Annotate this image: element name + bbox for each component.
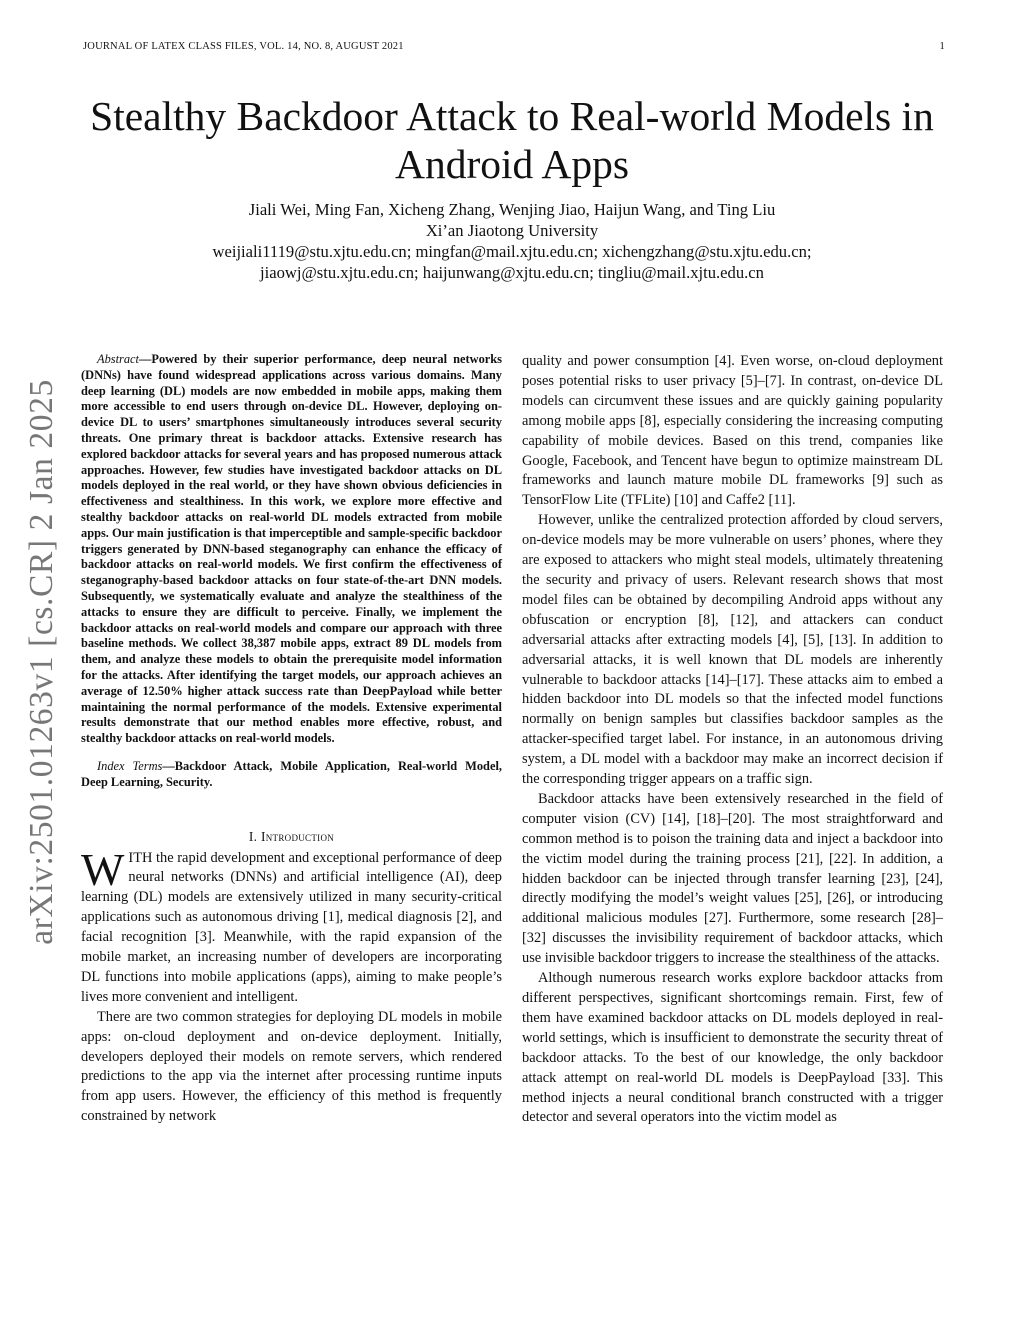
page-number: 1: [939, 41, 945, 52]
index-terms: [81, 759, 502, 791]
emails-line-2: jiaowj@stu.xjtu.edu.cn; haijunwang@xjtu.edu.cn; tingliu@mail.xjtu.edu.cn: [260, 263, 764, 282]
intro-paragraph-4: However, unlike the centralized protection afforded by cloud servers, on-device models may be more vulnerable on users’ phones, where they are exposed to attackers who might steal models, ultimately threatening the security and privacy of users. Relevant research shows that most model files can be obtained by decompiling Android apps without any obfuscation or encryption [8], [12], and attackers can conduct adversarial attacks after extracting models [4], [5], [13]. In addition to adversarial attacks, it is well known that DL models are inherently vulnerable to backdoor attacks [14]–[17]. These attacks aim to embed a hidden backdoor into DL models so that the infected model functions normally on benign samples but classifies backdoor samples as the attacker-specified target label. For instance, in an autonomous driving system, a DL model with a backdoor may make an incorrect decision if the corresponding trigger appears on a traffic sign.: [522, 512, 943, 788]
author-block: [60, 199, 964, 283]
journal-header: JOURNAL OF LATEX CLASS FILES, VOL. 14, NO. 8, AUGUST 2021: [83, 41, 404, 52]
affiliation: Xi’an Jiaotong University: [425, 221, 599, 240]
index-terms-text: —Backdoor Attack, Mobile Application, Real-world Model, Deep Learning, Security.: [81, 758, 502, 789]
emails-line-1: weijiali1119@stu.xjtu.edu.cn; mingfan@mail.xjtu.edu.cn; xichengzhang@stu.xjtu.edu.cn;: [212, 242, 812, 261]
section-title: Introduction: [261, 828, 335, 844]
paper-title: Stealthy Backdoor Attack to Real-world Models in Android Apps: [90, 93, 934, 187]
intro-paragraph-1-text: ITH the rapid development and exceptional performance of deep neural networks (DNNs) and artificial intelligence (AI), deep learning (DL) models are extensively utilized in many security-critical applications such as autonomous driving [1], medical diagnosis [2], and facial recognition [3]. Meanwhile, with the rapid expansion of the mobile market, an increasing number of developers are incorporating DL functions into mobile applications (apps), aiming to make people’s lives more convenient and intelligent.: [81, 849, 502, 1005]
intro-paragraph-6: Although numerous research works explore backdoor attacks from different perspectives, significant shortcomings remain. First, few of them have examined backdoor attacks on DL models deployed in real-world settings, which is insufficient to demonstrate the security threat of backdoor attacks. To the best of our knowledge, the only backdoor attack attempt on real-world DL models is DeepPayload [33]. This method injects a neural conditional branch constructed with a trigger detector and several operators into the victim model as: [522, 970, 943, 1126]
intro-paragraph-5: Backdoor attacks have been extensively researched in the field of computer vision (CV) [14], [18]–[20]. The most straightforward and common method is to poison the training data and inject a backdoor into the victim model during the training process [21], [22]. In addition, a hidden backdoor can be injected through transfer learning [23], [24], directly modifying the model’s weight values [25], [26], or introducing additional malicious modules [27]. Furthermore, some research [28]–[32] discusses the invisibility requirement of backdoor attacks, which use invisible backdoor triggers to increase the stealthiness of the attacks.: [522, 790, 943, 967]
abstract-label: Abstract: [97, 352, 139, 366]
drop-cap: W: [81, 843, 125, 895]
left-column: [81, 352, 502, 1127]
abstract-text: —Powered by their superior performance, deep neural networks (DNNs) have found widespread applications across various domains. Many deep learning (DL) models are now embedded in mobile apps, making them more accessible to end users through on-device DL. However, deploying on-device DL to users’ smartphones simultaneously introduces several security threats. One primary threat is backdoor attacks. Extensive research has explored backdoor attacks for several years and has proposed numerous attack approaches. However, few studies have investigated backdoor attacks on DL models deployed in the real world, or they have shown obvious deficiencies in effectiveness and stealthiness. In this work, we explore more effective and stealthy backdoor attacks on real-world DL models extracted from mobile apps. Our main justification is that imperceptible and sample-specific backdoor triggers generated by DNN-based steganography can enhance the efficacy of backdoor attacks on real-world models. We first confirm the effectiveness of steganography-based backdoor attacks on four state-of-the-art DNN models. Subsequently, we systematically evaluate and analyze the stealthiness of the attacks to ensure they are difficult to perceive. Finally, we implement the backdoor attacks on real-world models and compare our approach with three baseline methods. We collect 38,387 mobile apps, extract 89 DL models from them, and analyze these models to obtain the prerequisite model information for the attacks. After identifying the target models, our approach achieves an average of 12.50% higher attack success rate than DeepPayload while better maintaining the normal performance of the models. Extensive experimental results demonstrate that our method enables more effective, robust, and stealthy backdoor attacks on real-world models.: [81, 352, 502, 746]
index-terms-label: Index Terms: [97, 758, 163, 773]
arxiv-stamp: arXiv:2501.01263v1 [cs.CR] 2 Jan 2025: [23, 379, 60, 945]
abstract: [81, 352, 502, 747]
author-names: Jiali Wei, Ming Fan, Xicheng Zhang, Wenjing Jiao, Haijun Wang, and Ting Liu: [248, 200, 776, 219]
section-heading: [81, 829, 502, 845]
intro-paragraph-2: There are two common strategies for deploying DL models in mobile apps: on-cloud deployment and on-device deployment. Initially, developers deployed their models on remote servers, which rendered predictions to the app via the internet after processing runtime inputs from app users. However, the efficiency of this method is frequently constrained by network: [81, 1008, 502, 1125]
intro-paragraph-1: [81, 843, 502, 1008]
intro-paragraph-3: quality and power consumption [4]. Even worse, on-cloud deployment poses potential risks to user privacy [5]–[7]. In contrast, on-device DL models can circumvent these issues and are quickly gaining popularity among mobile apps [8], especially considering the increasing computing capability of mobile devices. Based on this trend, companies like Google, Facebook, and Tencent have begun to optimize mainstream DL frameworks and launch mature mobile DL frameworks [9] such as TensorFlow Lite (TFLite) [10] and Caffe2 [11].: [522, 353, 943, 509]
right-column: [522, 352, 943, 1128]
running-head: [83, 41, 945, 52]
section-number: I.: [248, 828, 258, 844]
